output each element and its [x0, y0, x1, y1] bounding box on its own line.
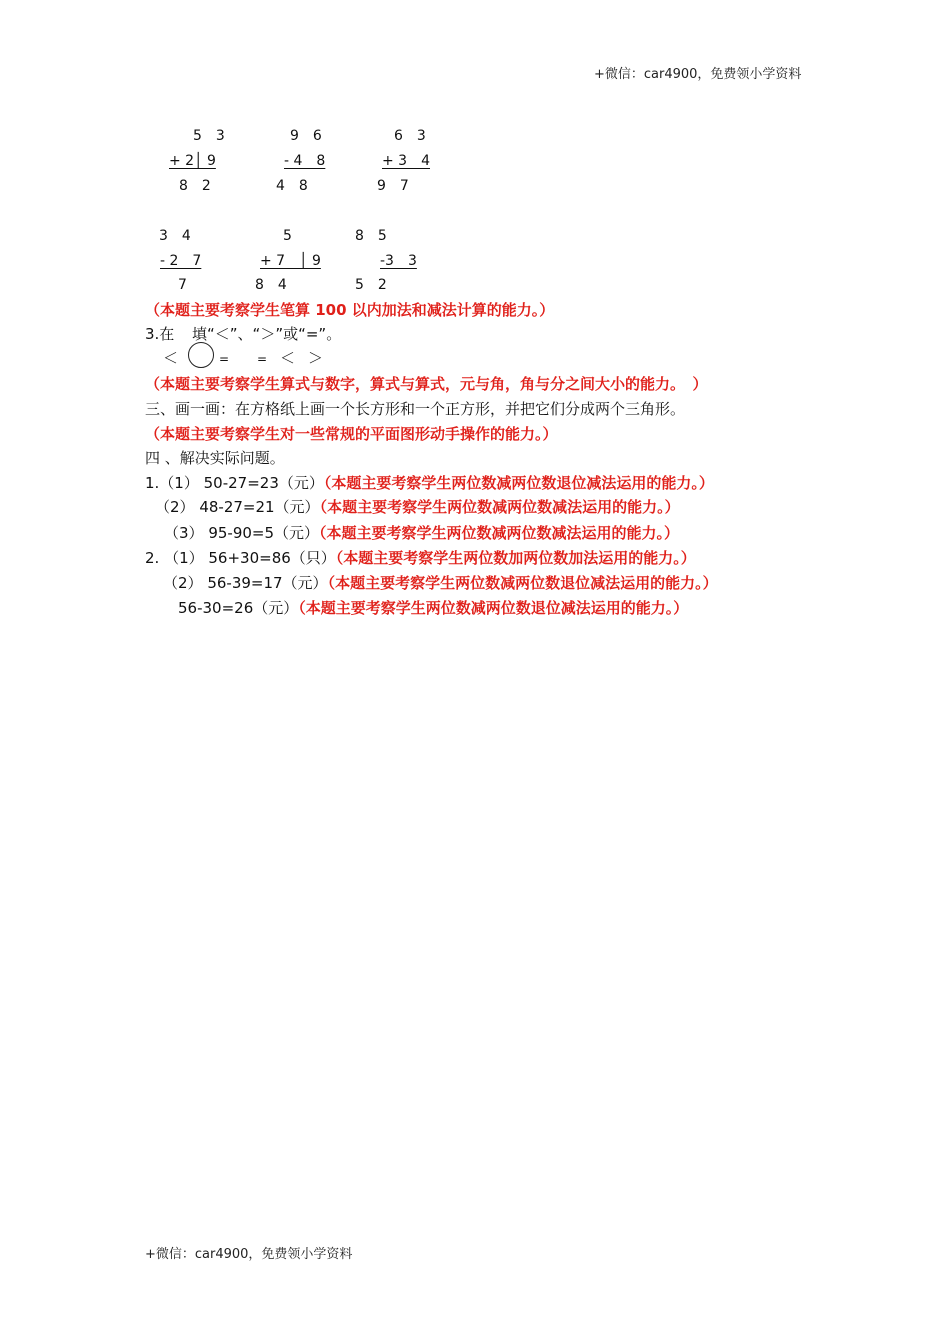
page-header-note: +微信：car4900，免费领小学资料: [594, 67, 802, 82]
answer-label: （2）: [155, 498, 195, 516]
q3-less-than-2: ＜: [280, 349, 296, 367]
answer-note: （本题主要考察学生两位数减两位数减法运用的能力。）: [319, 524, 680, 542]
answer-item: [145, 476, 714, 491]
answer-label: （3）: [164, 524, 204, 542]
calc-2-result: 4 8: [276, 178, 308, 194]
note-drawing: （本题主要考察学生对一些常规的平面图形动手操作的能力。）: [145, 425, 558, 443]
answer-item: [163, 576, 718, 591]
answer-equation: 56+30=86（只）: [203, 549, 336, 567]
answer-item: [178, 601, 688, 616]
answer-label: （2）: [163, 574, 203, 592]
answer-item: [164, 526, 679, 541]
q3-equals-2: =: [257, 352, 268, 366]
q3-greater-than: ＞: [308, 349, 324, 367]
answer-label: 2. （1）: [145, 549, 204, 567]
answer-note: （本题主要考察学生两位数加两位数加法运用的能力。）: [335, 549, 696, 567]
calc-2-operand: - 4 8: [284, 153, 326, 169]
answer-label: 1.（1）: [145, 474, 199, 492]
calc-1-top: 5 3: [193, 128, 225, 144]
answer-circle: [188, 342, 214, 368]
answer-item: [145, 551, 696, 566]
answer-equation: 48-27=21（元）: [194, 498, 320, 516]
answer-note: （本题主要考察学生两位数减两位数减法运用的能力。）: [319, 498, 680, 516]
calc-6-top: 8 5: [355, 228, 387, 244]
q3-equals-1: =: [219, 352, 230, 366]
calc-4-result: 7: [178, 277, 187, 293]
answer-equation: 50-27=23（元）: [198, 474, 324, 492]
calc-5-operand: + 7 │ 9: [260, 253, 321, 269]
calc-4-operand: - 2 7: [160, 253, 202, 269]
calc-3-top: 6 3: [394, 128, 426, 144]
calc-3-operand: + 3 4: [382, 153, 430, 169]
q3-less-than-1: ＜: [163, 349, 179, 367]
calc-3-result: 9 7: [377, 178, 409, 194]
calc-4-top: 3 4: [159, 228, 191, 244]
calc-6-result: 5 2: [355, 277, 387, 293]
answer-equation: 56-39=17（元）: [202, 574, 328, 592]
calc-1-operand: + 2│ 9: [169, 153, 216, 169]
answer-item: [155, 500, 680, 515]
answer-note: （本题主要考察学生两位数减两位数退位减法运用的能力。）: [327, 574, 718, 592]
answer-equation: 95-90=5（元）: [203, 524, 320, 542]
note-calculation: （本题主要考察学生笔算 100 以内加法和减法计算的能力。）: [145, 301, 555, 319]
calc-1-result: 8 2: [179, 178, 211, 194]
section-4-heading: 四 、解决实际问题。: [145, 449, 285, 467]
answer-note: （本题主要考察学生两位数减两位数退位减法运用的能力。）: [298, 599, 689, 617]
note-compare: （本题主要考察学生算式与数字，算式与算式，元与角，角与分之间大小的能力。 ）: [145, 375, 708, 393]
calc-5-result: 8 4: [255, 277, 287, 293]
page-footer-note: +微信：car4900，免费领小学资料: [145, 1247, 353, 1262]
answer-equation: 56-30=26（元）: [178, 599, 299, 617]
calc-5-top: 5: [283, 228, 292, 244]
calc-6-operand: -3 3: [380, 253, 417, 269]
q3-prefix: 3.在: [145, 325, 175, 343]
q3-instruction: 填“＜”、“＞”或“=”。: [192, 325, 342, 343]
section-3-heading: 三、画一画：在方格纸上画一个长方形和一个正方形，并把它们分成两个三角形。: [145, 400, 686, 418]
answer-note: （本题主要考察学生两位数减两位数退位减法运用的能力。）: [323, 474, 714, 492]
calc-2-top: 9 6: [290, 128, 322, 144]
